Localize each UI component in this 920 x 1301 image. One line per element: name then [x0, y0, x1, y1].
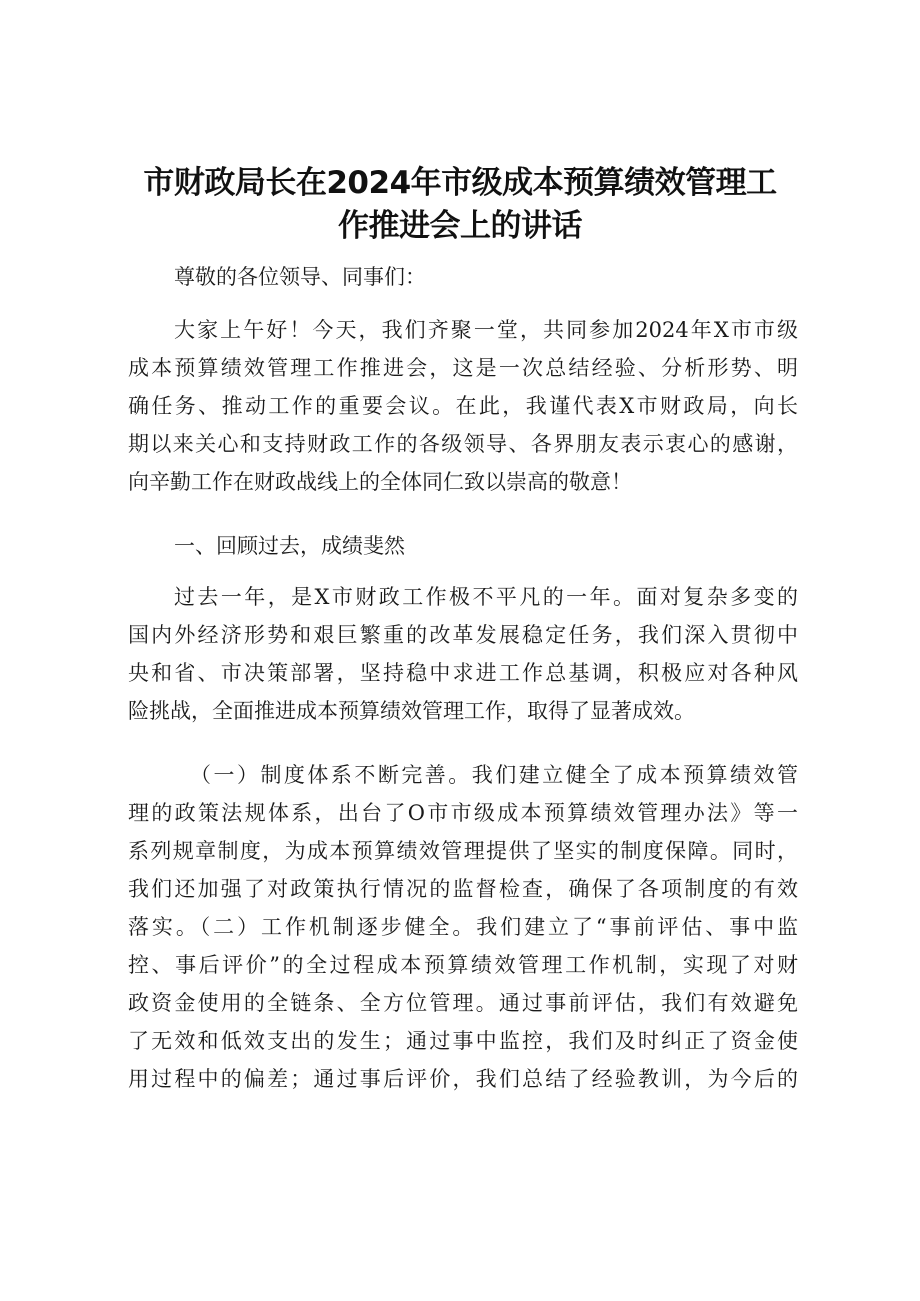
paragraph-line: 成本预算绩效管理工作推进会，这是一次总结经验、分析形势、明 — [128, 356, 798, 380]
paragraph-line: 大家上午好！今天，我们齐聚一堂，共同参加2024年X市市级 — [174, 318, 798, 342]
salutation: 尊敬的各位领导、同事们： — [174, 265, 426, 289]
title-line-1: 市财政局长在2024年市级成本预算绩效管理工 — [143, 165, 777, 201]
section-intro-paragraph — [128, 578, 798, 730]
paragraph-line: 期以来关心和支持财政工作的各级领导、各界朋友表示衷心的感谢， — [128, 432, 798, 456]
paragraph-line: 系列规章制度，为成本预算绩效管理提供了坚实的制度保障。同时， — [128, 839, 798, 863]
section-detail-paragraph — [128, 756, 798, 1098]
document-title — [120, 162, 800, 248]
paragraph-line: 落实。（二）工作机制逐步健全。我们建立了“事前评估、事中监 — [128, 915, 798, 939]
opening-paragraph — [128, 311, 798, 501]
paragraph-line: 理的政策法规体系，出台了O市市级成本预算绩效管理办法》等一 — [128, 801, 798, 825]
paragraph-line: 确任务、推动工作的重要会议。在此，我谨代表X市财政局，向长 — [128, 394, 798, 418]
paragraph-line: 过去一年，是X市财政工作极不平凡的一年。面对复杂多变的 — [174, 585, 798, 609]
title-line-2: 作推进会上的讲话 — [338, 208, 582, 244]
paragraph-line: 向辛勤工作在财政战线上的全体同仁致以崇高的敬意！ — [128, 470, 632, 494]
paragraph-line: （一）制度体系不断完善。我们建立健全了成本预算绩效管 — [190, 763, 798, 787]
section-heading-block — [128, 527, 798, 565]
section-heading: 一、回顾过去，成绩斐然 — [174, 534, 405, 558]
paragraph-line: 央和省、市决策部署，坚持稳中求进工作总基调，积极应对各种风 — [128, 661, 798, 685]
paragraph-line: 控、事后评价”的全过程成本预算绩效管理工作机制，实现了对财 — [128, 953, 798, 977]
paragraph-line: 了无效和低效支出的发生；通过事中监控，我们及时纠正了资金使 — [128, 1029, 798, 1053]
paragraph-line: 我们还加强了对政策执行情况的监督检查，确保了各项制度的有效 — [128, 877, 798, 901]
paragraph-line: 国内外经济形势和艰巨繁重的改革发展稳定任务，我们深入贯彻中 — [128, 623, 798, 647]
paragraph-line: 用过程中的偏差；通过事后评价，我们总结了经验教训，为今后的 — [128, 1067, 798, 1091]
paragraph-line: 险挑战，全面推进成本预算绩效管理工作，取得了显著成效。 — [128, 699, 695, 723]
paragraph-line: 政资金使用的全链条、全方位管理。通过事前评估，我们有效避免 — [128, 991, 798, 1015]
salutation-block — [128, 258, 798, 296]
